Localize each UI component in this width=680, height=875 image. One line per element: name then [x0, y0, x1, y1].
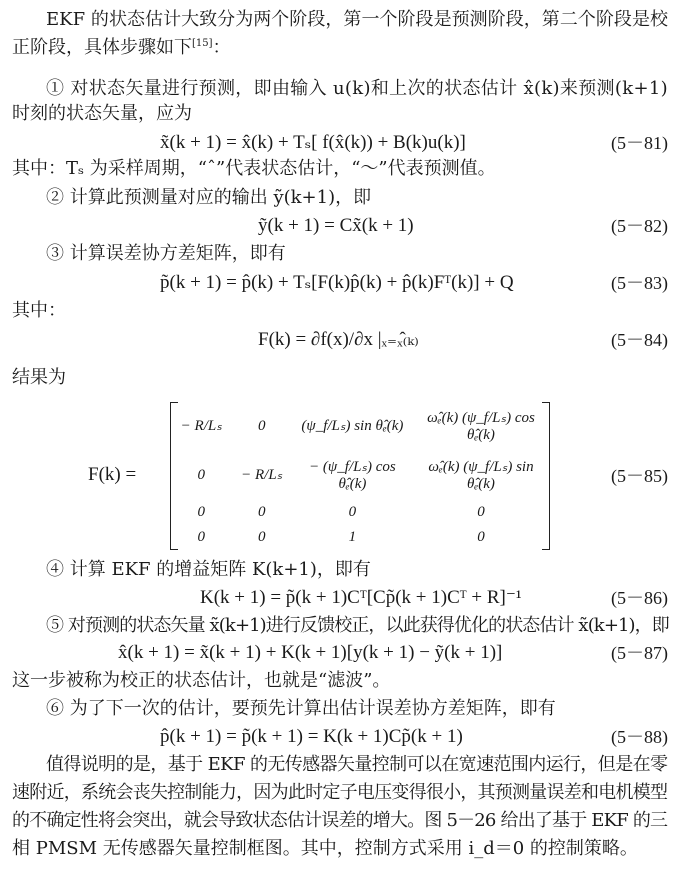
matrix-row [171, 402, 549, 451]
step6: ⑥ 为了下一次的估计，要预先计算出估计误差协方差矩阵，即有 [46, 698, 556, 719]
intro-end: ： [212, 37, 231, 58]
jacobian-matrix [170, 402, 550, 550]
equation-5-82: ỹ(k + 1) = Cx̃(k + 1) [258, 215, 414, 236]
citation: [15] [192, 38, 213, 49]
equation-number: (5－88) [611, 727, 668, 747]
conclusion-line-2: 速附近，系统会丧失控制能力，因为此时定子电压变得很小，其预测量误差和电机模型 [12, 782, 668, 803]
equation-number: (5－85) [611, 466, 668, 486]
step1-line-2: 时刻的状态矢量，应为 [12, 103, 192, 124]
matrix-cell: ω̂ₑ(k) (ψ_f/Lₛ) cos θ̂ₑ(k) [427, 409, 535, 443]
step2: ② 计算此预测量对应的输出 ỹ(k+1)，即 [46, 187, 372, 208]
intro-text: 正阶段，具体步骤如下 [12, 37, 192, 58]
equation-number: (5－83) [611, 273, 668, 293]
equation-5-81: x̃(k + 1) = x̂(k) + Tₛ[ f(x̂(k)) + B(k)u(k)] [160, 132, 466, 153]
conclusion-line-4: 相 PMSM 无传感器矢量控制框图。其中，控制方式采用 i_d＝0 的控制策略。 [12, 838, 638, 859]
matrix-cell: 0 [257, 504, 266, 521]
matrix-cell: ω̂ₑ(k) (ψ_f/Lₛ) sin θ̂ₑ(k) [428, 458, 534, 492]
equation-number: (5－86) [611, 588, 668, 608]
conclusion-line-3: 的不确定性将会突出，就会导致状态估计误差的增大。图 5－26 给出了基于 EKF 的三 [12, 810, 668, 831]
equation-5-88: p̂(k + 1) = p̃(k + 1) = K(k + 1)Cp̃(k + 1) [160, 726, 463, 747]
step3: ③ 计算误差协方差矩阵，即有 [46, 243, 286, 264]
matrix-row [171, 451, 549, 500]
matrix-cell: 0 [477, 504, 485, 521]
intro-line-1: EKF 的状态估计大致分为两个阶段，第一个阶段是预测阶段，第二个阶段是校 [46, 9, 669, 30]
note-5-81: 其中：Tₛ 为采样周期，“ˆ”代表状态估计，“～”代表预测值。 [12, 158, 496, 179]
equation-number: (5－81) [611, 133, 668, 153]
note-5-83: 其中： [12, 300, 66, 321]
equation-5-86: K(k + 1) = p̃(k + 1)Cᵀ[Cp̃(k + 1)Cᵀ + R]⁻¹ [200, 587, 522, 608]
matrix-cell: 0 [257, 529, 266, 546]
equation-5-87: x̂(k + 1) = x̃(k + 1) + K(k + 1)[y(k + 1) − ỹ(k + 1)] [118, 642, 503, 663]
matrix-row [171, 525, 549, 550]
conclusion-line-1: 值得说明的是，基于 EKF 的无传感器矢量控制可以在宽速范围内运行，但是在零 [46, 754, 668, 775]
equation-5-84: F(k) = ∂f(x)/∂x |ₓ₌ₓ̂₍ₖ₎ [258, 329, 419, 350]
equation-5-83: p̃(k + 1) = p̂(k) + Tₛ[F(k)p̂(k) + p̂(k)Fᵀ(k)] + Q [160, 272, 514, 293]
matrix-cell: 0 [477, 529, 485, 546]
equation-number: (5－87) [611, 643, 668, 663]
step5: ⑤ 对预测的状态矢量 x̃(k+1)进行反馈校正，以此获得优化的状态估计 x̃(k+1)，即 [46, 615, 669, 636]
matrix-label: F(k) = [88, 464, 137, 485]
matrix-cell: − R/Lₛ [241, 467, 283, 484]
matrix-cell: 0 [197, 529, 205, 546]
matrix-cell: 0 [197, 504, 205, 521]
matrix-cell: 0 [197, 467, 205, 484]
equation-number: (5－84) [611, 330, 668, 350]
equation-number: (5－82) [611, 216, 668, 236]
matrix-cell: 0 [257, 418, 266, 435]
step1-line-1: ① 对状态矢量进行预测，即由输入 u(k)和上次的状态估计 x̂(k)来预测(k+1) [46, 78, 668, 99]
matrix-cell: (ψ_f/Lₛ) sin θ̂ₑ(k) [301, 418, 404, 435]
matrix-cell: 0 [348, 504, 357, 521]
matrix-row [171, 501, 549, 526]
result-label: 结果为 [12, 367, 66, 388]
matrix-cell: − R/Lₛ [180, 418, 222, 435]
matrix-cell: 1 [348, 529, 357, 546]
intro-line-2 [12, 36, 668, 60]
step4: ④ 计算 EKF 的增益矩阵 K(k+1)，即有 [46, 559, 371, 580]
matrix-cell: − (ψ_f/Lₛ) cos θ̂ₑ(k) [309, 458, 396, 492]
after-5-87: 这一步被称为校正的状态估计，也就是“滤波”。 [12, 670, 391, 691]
